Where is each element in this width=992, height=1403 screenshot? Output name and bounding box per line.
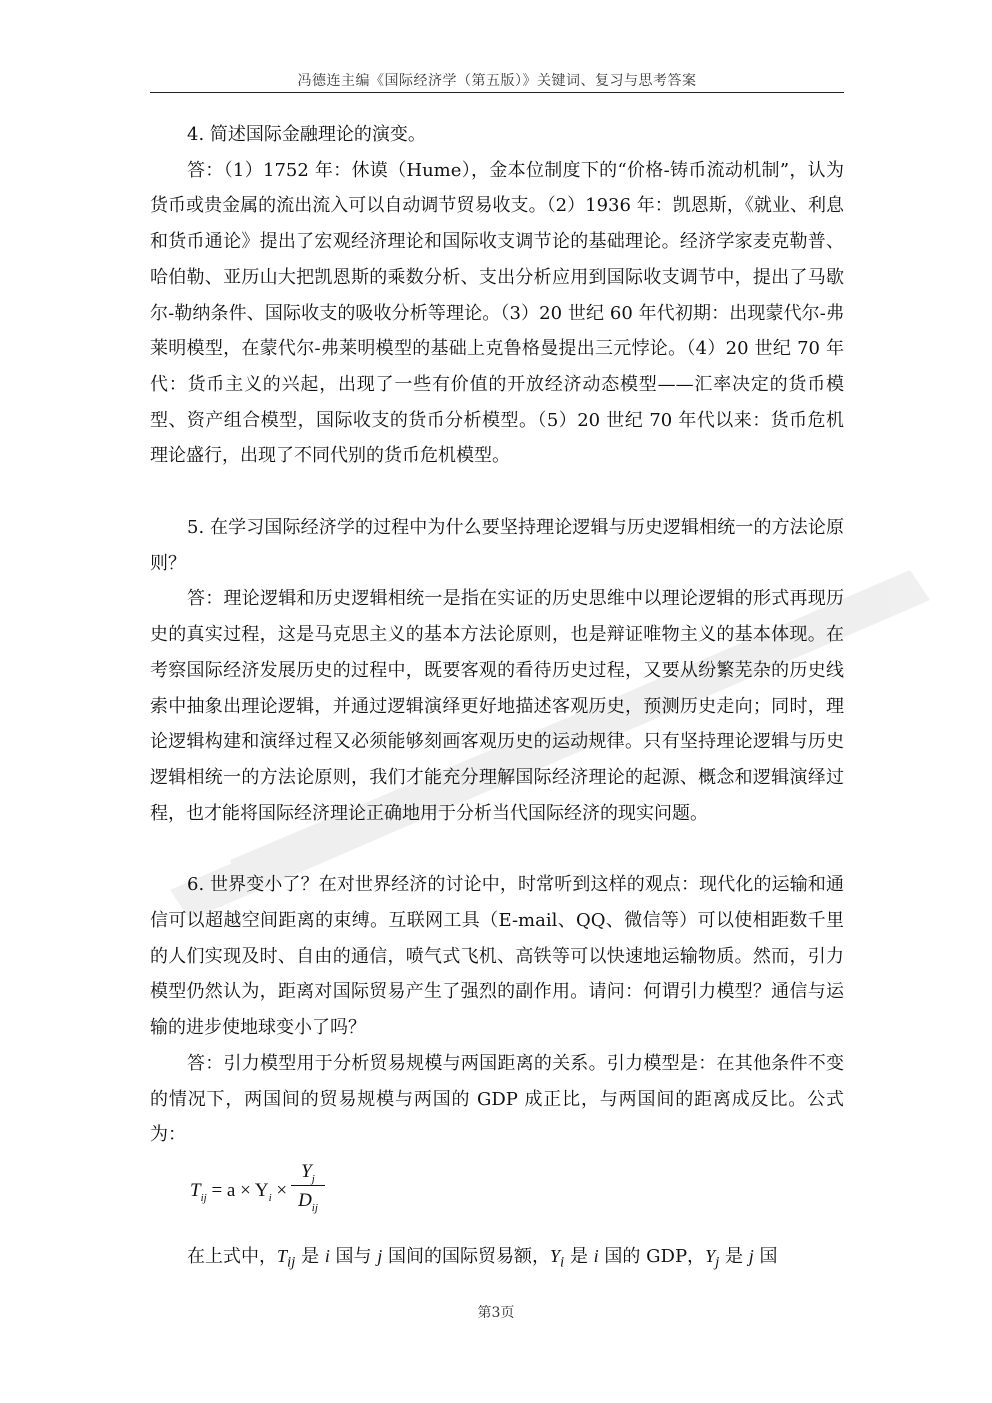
formula-num-var: Y [301,1160,312,1182]
math-sub: ij [287,1254,296,1271]
answer-4: 答：（1）1752 年：休谟（Hume），金本位制度下的“价格-铸币流动机制”，认为货币或贵金属的流出流入可以自动调节贸易收支。（2）1936 年：凯恩斯，《就业、利息和货币通论》提出了宏观经济理论和国际收支调节论的基础理论。经济学家麦克勒普、哈伯勒、亚历山大把凯恩斯的乘数分析、支出分析应用到国际收支调节中，提出了马歇尔-勒纳条件、国际收支的吸收分析等理论。（3）20 世纪 60 年代初期：出现蒙代尔-弗莱明模型，在蒙代尔-弗莱明模型的基础上克鲁格曼提出三元悖论。（4）20 世纪 70 年代：货币主义的兴起，出现了一些有价值的开放经济动态模型——汇率决定的货币模型、资产组合模型，国际收支的货币分析模型。（5）20 世纪 70 年代以来：货币危机理论盛行，出现了不同代别的货币危机模型。 [150,159,844,467]
page-body [150,117,844,1281]
formula-middle: = a × Y [206,1179,269,1201]
answer-6: 答：引力模型用于分析贸易规模与两国距离的关系。引力模型是：在其他条件不变的情况下，两国间的贸易规模与两国的 GDP 成正比，与两国间的距离成反比。公式为： [150,1052,844,1146]
explanation-text: 国间的国际贸易额， [382,1245,551,1267]
math-var: i [324,1245,330,1266]
header-rule [150,92,844,93]
formula-middle-sub: i [268,1191,272,1204]
question-6: 6. 世界变小了？在对世界经济的讨论中，时常听到这样的观点：现代化的运输和通信可以超越空间距离的束缚。互联网工具（E-mail、QQ、微信等）可以使相距数千里的人们实现及时、自由的通信，喷气式飞机、高铁等可以快速地运输物质。然而，引力模型仍然认为，距离对国际贸易产生了强烈的副作用。请问：何谓引力模型？通信与运输的进步使地球变小了吗？ [150,874,844,1039]
formula-T: T [190,1179,201,1201]
explanation-text: 是 [564,1245,594,1267]
page-number: 第3页 [477,1305,515,1321]
formula-times: × [271,1179,288,1201]
math-var: i [593,1245,599,1266]
formula-numerator [291,1159,325,1185]
gravity-formula [190,1159,844,1229]
math-sub: i [560,1254,565,1271]
formula-den-var: D [298,1189,312,1211]
formula-num-sub: j [311,1172,315,1185]
spacer [150,474,844,510]
formula-denominator [291,1186,325,1212]
math-sub: j [715,1254,720,1271]
formula-den-sub: ij [311,1201,318,1214]
explanation-text: 是 [295,1245,325,1267]
answer-5: 答：理论逻辑和历史逻辑相统一是指在实证的历史思维中以理论逻辑的形式再现历史的真实过程，这是马克思主义的基本方法论原则，也是辩证唯物主义的基本体现。在考察国际经济发展历史的过程中，既要客观的看待历史过程，又要从纷繁芜杂的历史线索中抽象出理论逻辑，并通过逻辑演绎更好地描述客观历史，预测历史走向；同时，理论逻辑构建和演绎过程又必须能够刻画客观历史的运动规律。只有坚持理论逻辑与历史逻辑相统一的方法论原则，我们才能充分理解国际经济理论的起源、概念和逻辑演绎过程，也才能将国际经济理论正确地用于分析当代国际经济的现实问题。 [150,588,844,824]
math-var: Y [550,1245,561,1266]
explanation-text: 在上式中， [187,1245,277,1267]
spacer [150,831,844,867]
question-4: 4. 简述国际金融理论的演变。 [187,124,426,145]
explanation-text: 国与 [329,1245,378,1267]
formula-T-sub: ij [200,1191,207,1204]
running-header: 冯德连主编《国际经济学（第五版）》关键词、复习与思考答案 [297,73,697,89]
explanation-text: 是 [719,1245,749,1267]
math-var: Y [705,1245,716,1266]
explanation-text: 国 [753,1245,778,1267]
formula-lhs [190,1173,287,1217]
question-5: 5. 在学习国际经济学的过程中为什么要坚持理论逻辑与历史逻辑相统一的方法论原则？ [150,517,844,574]
explanation-text: 国的 GDP， [598,1245,706,1267]
formula-explanation [150,1239,844,1281]
math-var: j [377,1245,383,1266]
math-var: j [748,1245,754,1266]
math-var: T [277,1245,288,1266]
formula-fraction [291,1159,325,1212]
